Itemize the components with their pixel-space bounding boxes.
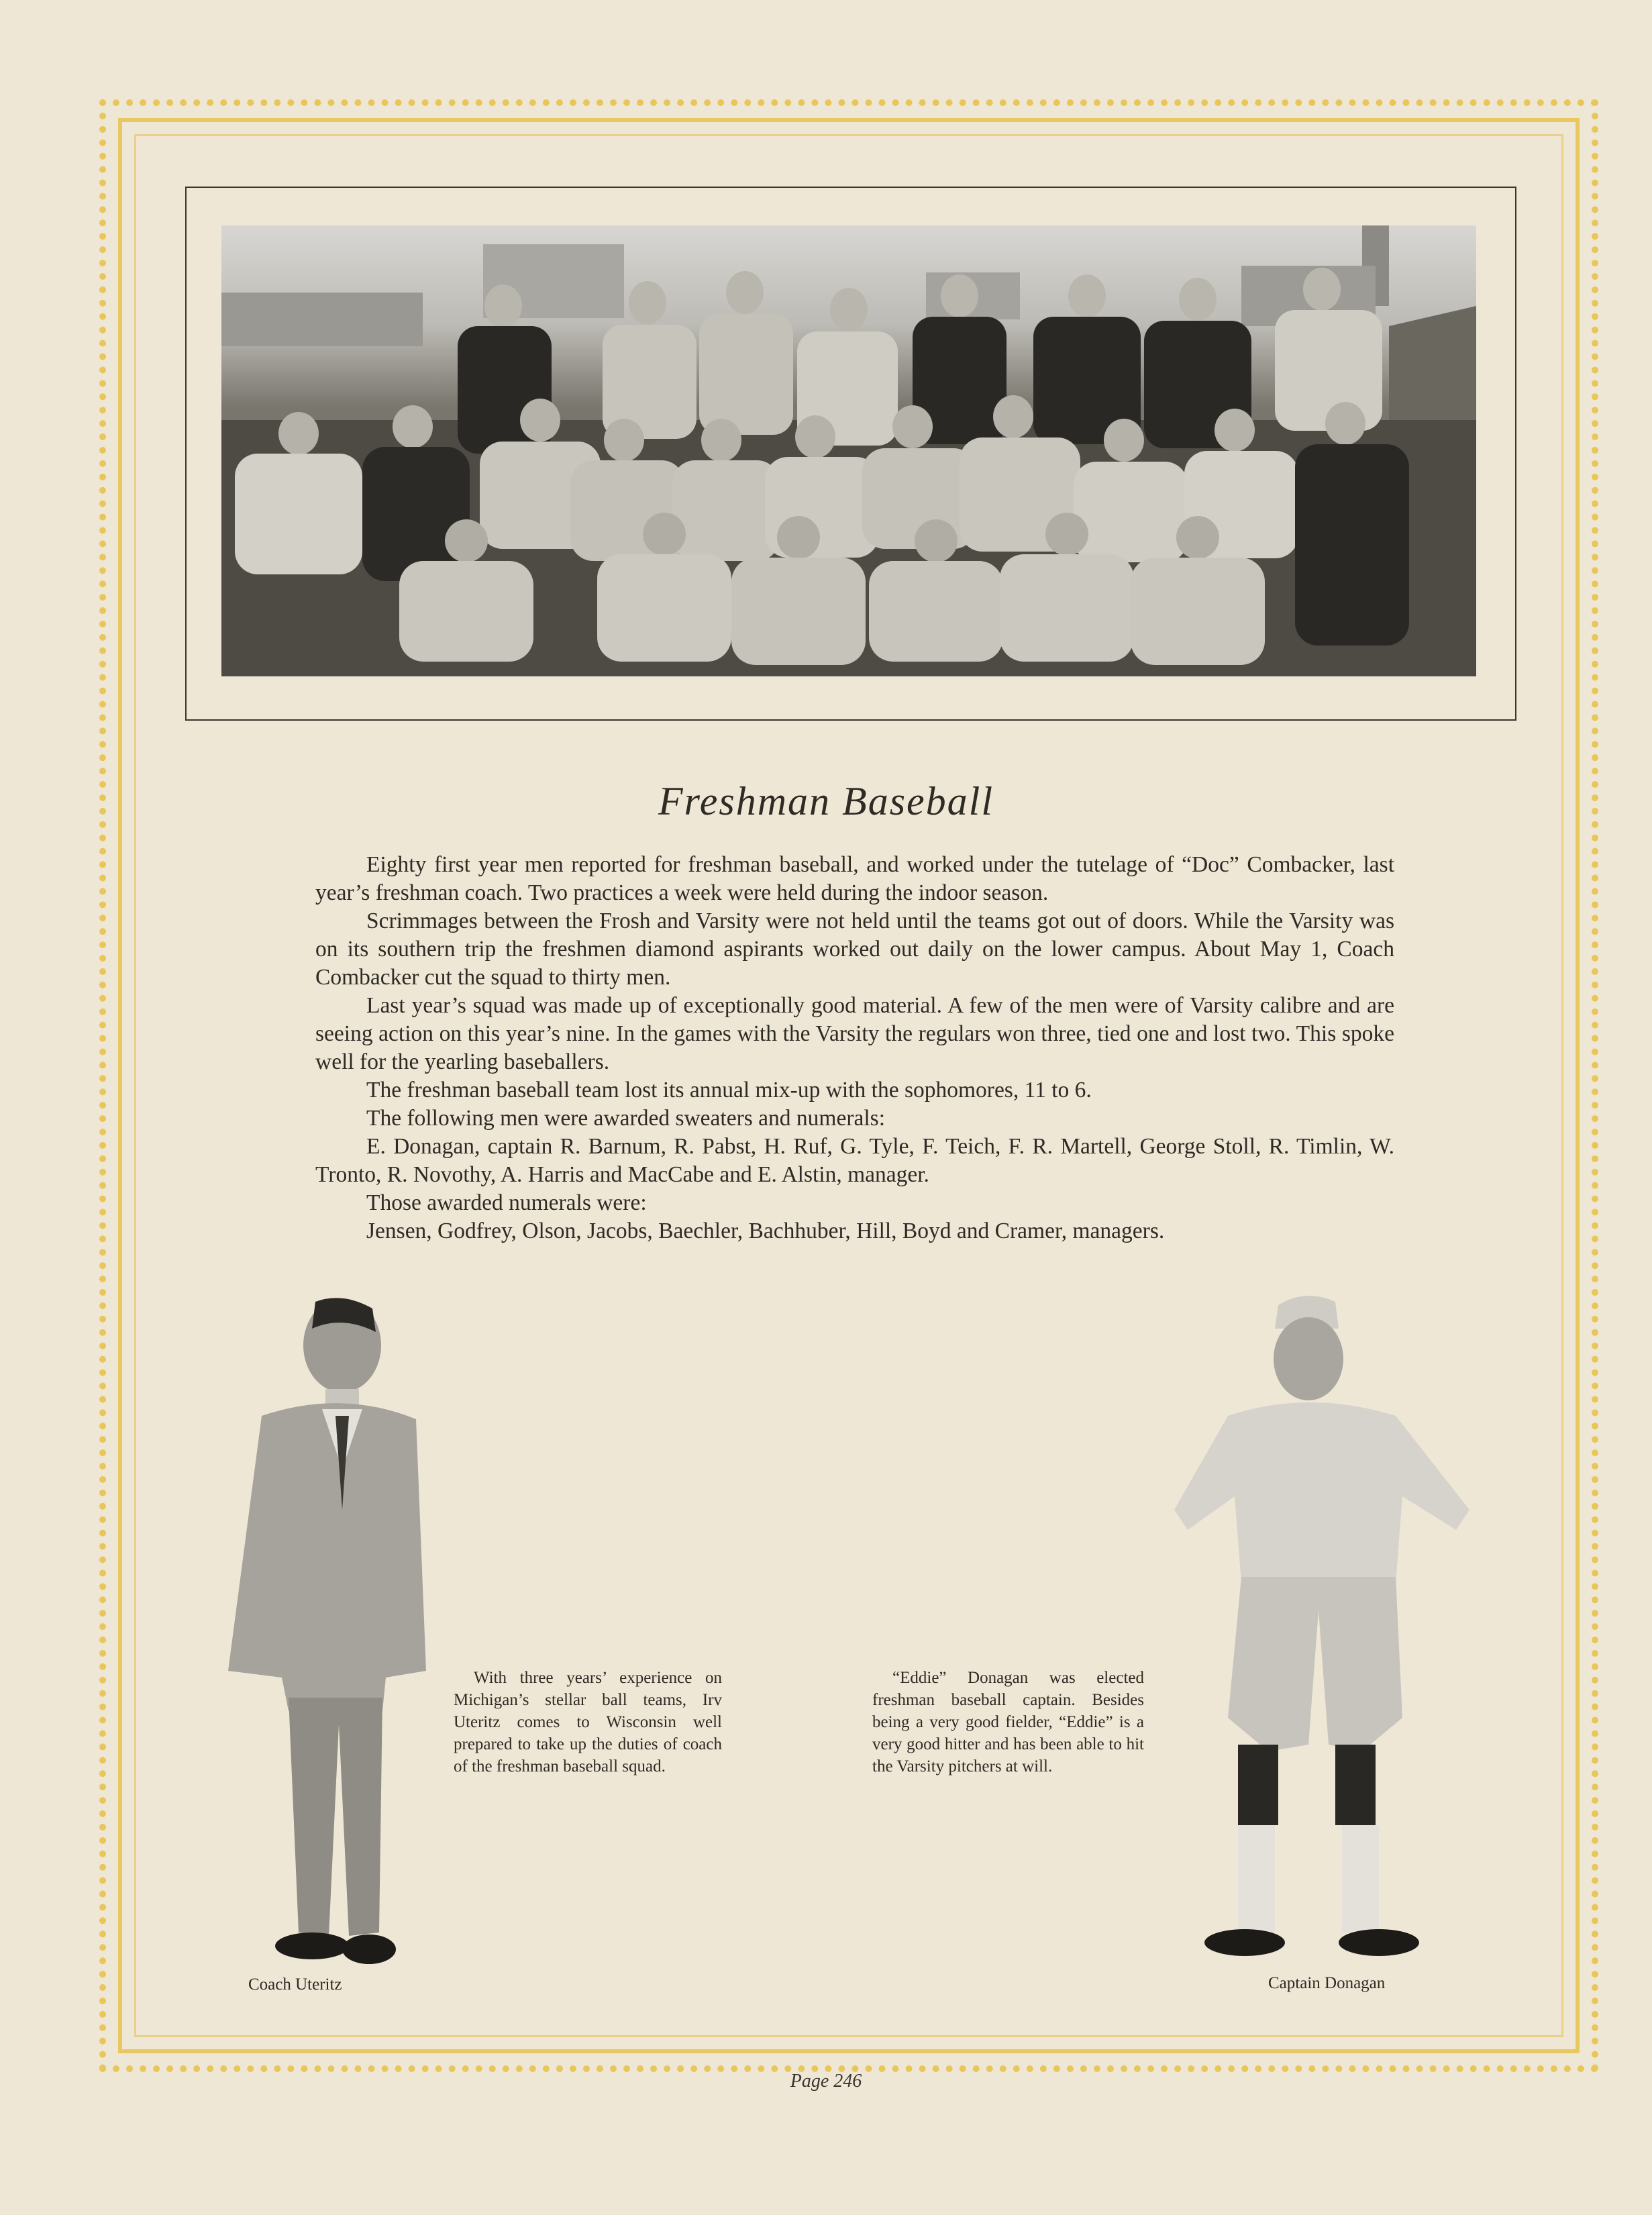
body-paragraph: E. Donagan, captain R. Barnum, R. Pabst, H. Ruf, G. Tyle, F. Teich, F. R. Martell, George Stoll, R. Timlin, W. Tronto, R. Novothy, A. Harris and MacCabe and E. Alstin, manager. [315, 1134, 1394, 1187]
body-paragraph: Jensen, Godfrey, Olson, Jacobs, Baechler, Bachhuber, Hill, Boyd and Cramer, managers. [366, 1219, 1165, 1243]
coach-caption-label: Coach Uteritz [248, 1975, 342, 1994]
team-photo-illustration [221, 225, 1476, 676]
coach-figure-illustration [215, 1295, 436, 1966]
captain-description [872, 1667, 1144, 1778]
coach-portrait [215, 1295, 436, 1966]
body-paragraph: The following men were awarded sweaters and numerals: [366, 1106, 886, 1131]
page-title: Freshman Baseball [658, 779, 994, 823]
team-photo [221, 225, 1476, 676]
article-body [315, 851, 1394, 1245]
body-paragraph: Those awarded numerals were: [366, 1190, 647, 1215]
page-number: Page 246 [790, 2071, 862, 2092]
body-paragraph: Last year’s squad was made up of exceptionally good material. A few of the men were of Varsity calibre and are seeing action on this year’s nine. In the games with the Varsity the regulars won three, tied one and lost two. This spoke well for the yearling baseballers. [315, 993, 1394, 1074]
body-paragraph: The freshman baseball team lost its annual mix-up with the sophomores, 11 to 6. [366, 1078, 1092, 1102]
captain-description-text: “Eddie” Donagan was elected freshman baseball captain. Besides being a very good fielder, “Eddie” is a very good hitter and has been able to hit the Varsity pitchers at will. [872, 1669, 1144, 1775]
captain-caption-label: Captain Donagan [1268, 1974, 1386, 1992]
body-paragraph: Scrimmages between the Frosh and Varsity were not held until the teams got out of doors. While the Varsity was on its southern trip the freshmen diamond aspirants worked out daily on the lower campus. About May 1, Coach Combacker cut the squad to thirty men. [315, 909, 1394, 990]
body-paragraph: Eighty first year men reported for freshman baseball, and worked under the tutelage of “Doc” Combacker, last year’s freshman coach. Two practices a week were held during the indoor season. [315, 852, 1394, 905]
captain-figure-illustration [1161, 1288, 1483, 1959]
captain-portrait [1161, 1288, 1483, 1959]
coach-description-text: With three years’ experience on Michigan’s stellar ball teams, Irv Uteritz comes to Wisconsin well prepared to take up the duties of coach of the freshman baseball squad. [454, 1669, 722, 1775]
coach-description [454, 1667, 722, 1778]
